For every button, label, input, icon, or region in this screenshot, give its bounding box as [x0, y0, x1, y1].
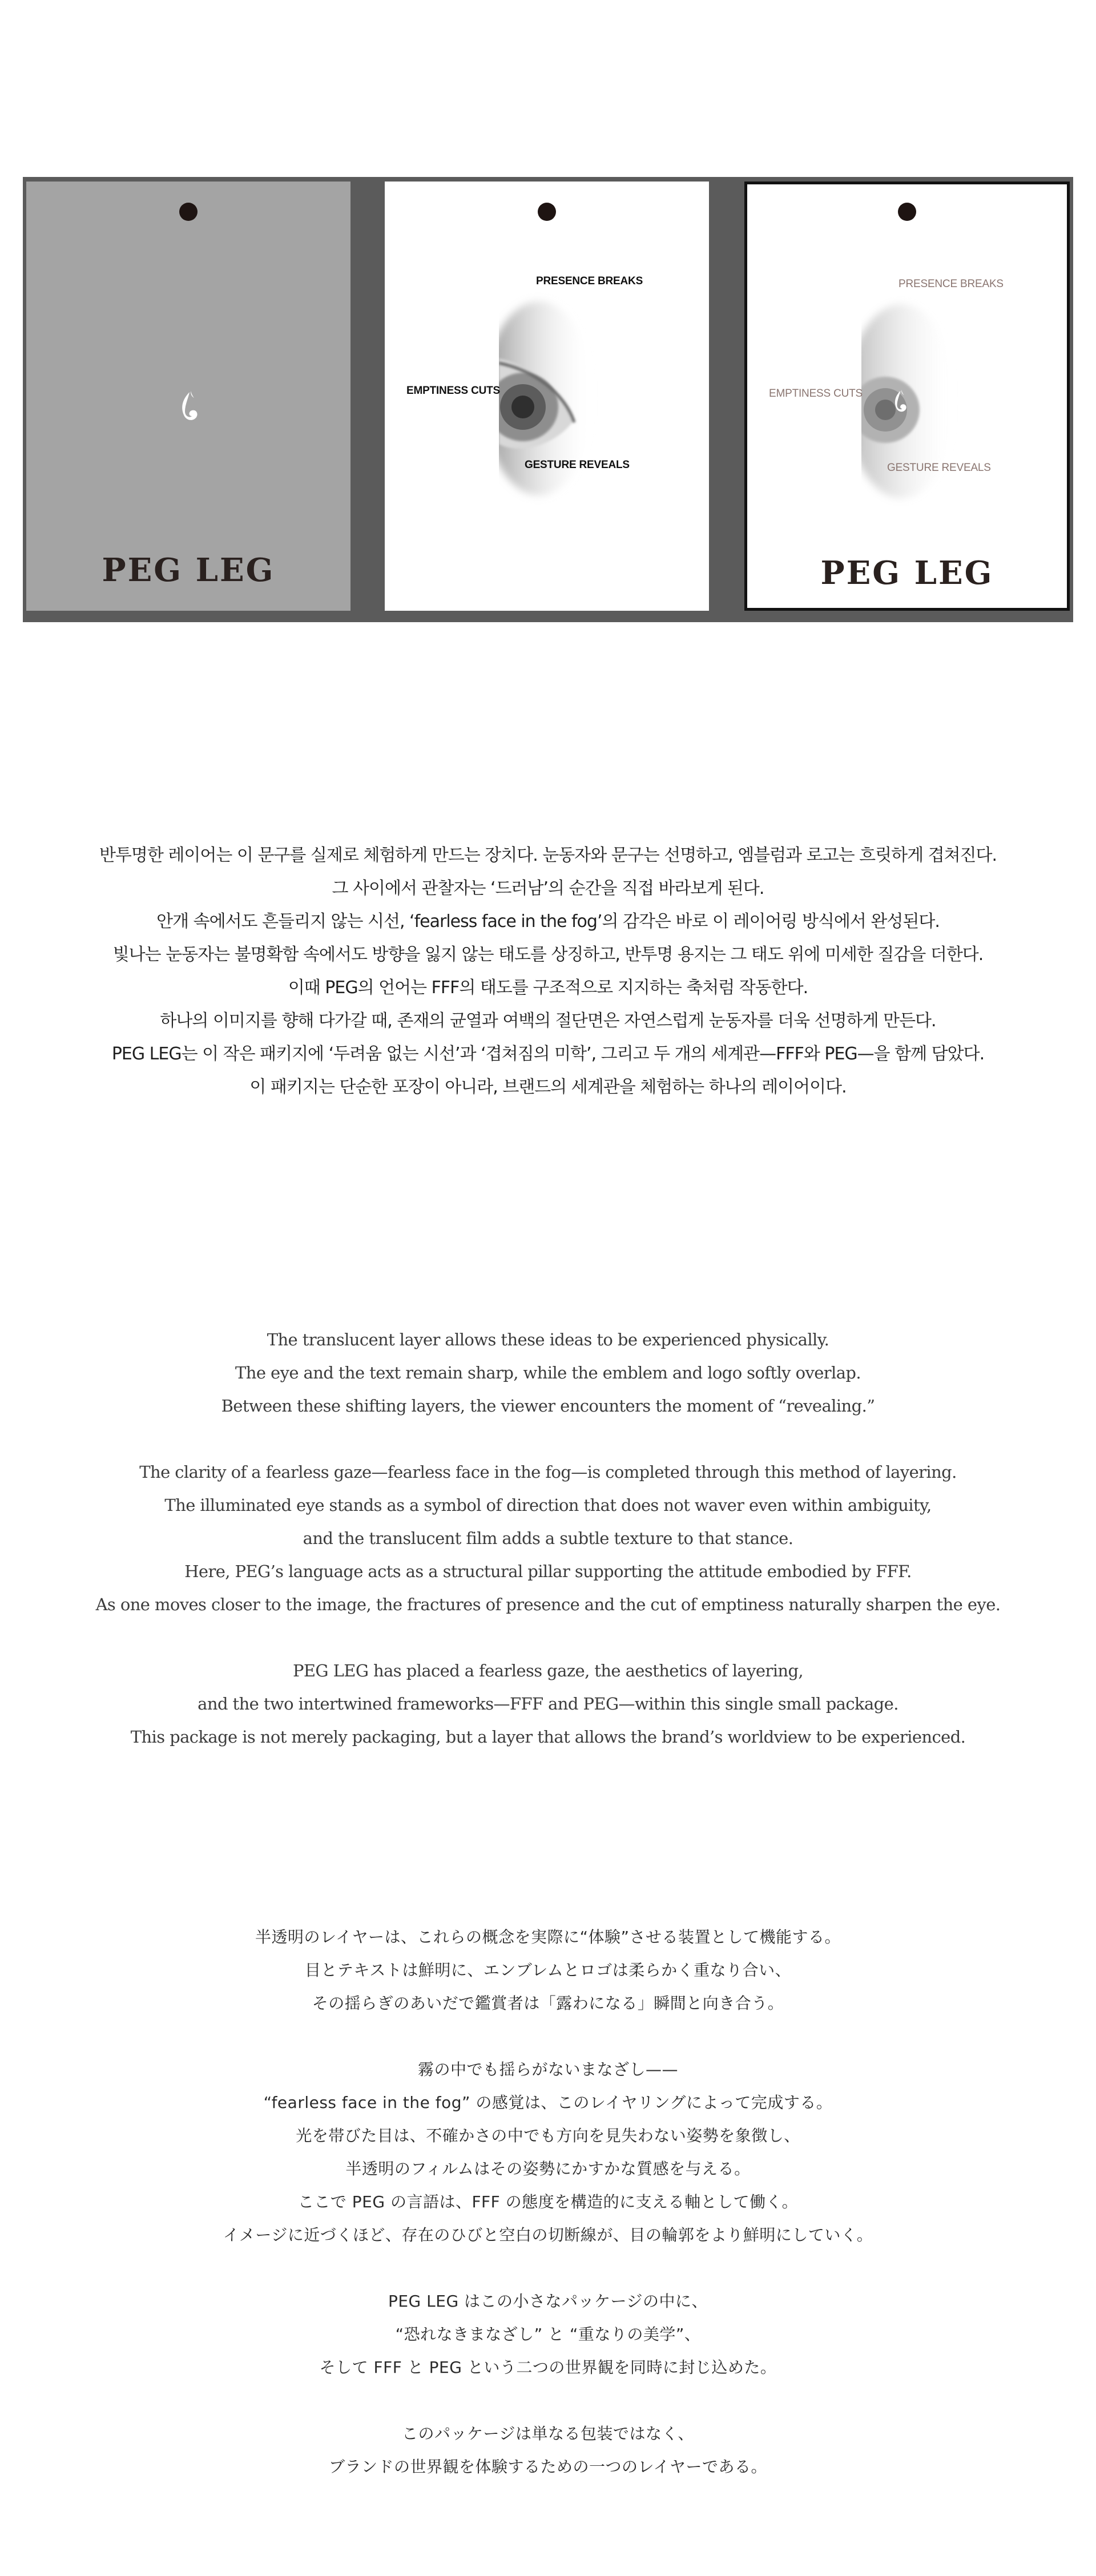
text-line: 半透明のフィルムはその姿勢にかすかな質感を与える。	[345, 2159, 751, 2178]
text-line: 하나의 이미지를 향해 다가갈 때, 존재의 균열과 여백의 절단면은 자연스럽게 눈동자를 더욱 선명하게 만든다.	[160, 1011, 936, 1031]
text-line: PEG LEG has placed a fearless gaze, the aesthetics of layering,	[292, 1661, 804, 1680]
text-line: 안개 속에서도 흔들리지 않는 시선, ‘fearless face in the fog’의 감각은 바로 이 레이어링 방식에서 완성된다.	[156, 912, 940, 932]
tag-front-gray	[26, 182, 350, 611]
tag-showcase-panel	[23, 177, 1073, 622]
phrase-emptiness-cuts: EMPTINESS CUTS	[769, 388, 863, 400]
text-line: The illuminated eye stands as a symbol of direction that does not waver even within ambiguity,	[164, 1495, 932, 1515]
tag-hole	[538, 203, 556, 221]
eye-graphic-icon	[861, 276, 976, 515]
text-line: “fearless face in the fog” の感覚は、このレイヤリングによって完成する。	[263, 2093, 833, 2112]
text-line: 이 패키지는 단순한 포장이 아니라, 브랜드의 세계관을 체험하는 하나의 레이어이다.	[249, 1077, 847, 1097]
english-description	[0, 1323, 1096, 1753]
text-line: The eye and the text remain sharp, while the emblem and logo softly overlap.	[235, 1363, 861, 1382]
text-line: and the two intertwined frameworks—FFF and PEG—within this single small package.	[198, 1694, 898, 1714]
text-line: Between these shifting layers, the viewer encounters the moment of “revealing.”	[221, 1396, 875, 1416]
tag-layered-composite	[744, 182, 1070, 611]
japanese-description	[0, 1921, 1096, 2484]
paragraph-gap	[0, 2252, 1096, 2285]
emblem-icon	[177, 390, 200, 424]
text-line: 이때 PEG의 언어는 FFF의 태도를 구조적으로 지지하는 축처럼 작동한다.	[288, 978, 808, 998]
phrase-gesture-reveals: GESTURE REVEALS	[887, 462, 991, 474]
text-line: “恐れなきまなざし” と “重なりの美学”、	[395, 2325, 701, 2344]
text-line: PEG LEG はこの小さなパッケージの中に、	[388, 2292, 708, 2311]
text-line: そして FFF と PEG という二つの世界観を同時に封じ込めた。	[319, 2358, 777, 2377]
phrase-emptiness-cuts: EMPTINESS CUTS	[406, 385, 500, 397]
text-line: and the translucent film adds a subtle texture to that stance.	[303, 1529, 793, 1548]
tag-hole	[179, 203, 198, 221]
text-line: 目とテキストは鮮明に、エンブレムとロゴは柔らかく重なり合い、	[304, 1961, 792, 1980]
paragraph-gap	[0, 2384, 1096, 2417]
text-line: PEG LEG는 이 작은 패키지에 ‘두려움 없는 시선’과 ‘겹쳐짐의 미학’, 그리고 두 개의 세계관—FFF와 PEG—을 함께 담았다.	[111, 1044, 985, 1064]
text-line: 霧の中でも揺らがないまなざし——	[417, 2060, 678, 2079]
text-line: 光を帯びた目は、不確かさの中でも方向を見失わない姿勢を象徴し、	[296, 2126, 800, 2145]
phrase-gesture-reveals: GESTURE REVEALS	[525, 459, 630, 471]
text-line: The clarity of a fearless gaze—fearless face in the fog—is completed through this method of layering.	[139, 1462, 957, 1482]
paragraph-gap	[0, 2020, 1096, 2053]
text-line: ブランドの世界観を体験するための一つのレイヤーである。	[328, 2457, 768, 2476]
text-line: This package is not merely packaging, but a layer that allows the brand’s worldview to be experienced.	[130, 1727, 966, 1747]
text-line: 반투명한 레이어는 이 문구를 실제로 체험하게 만드는 장치다. 눈동자와 문구는 선명하고, 엠블럼과 로고는 흐릿하게 겹쳐진다.	[99, 845, 997, 865]
text-line: 半透明のレイヤーは、これらの概念を実際に“体験”させる装置として機能する。	[255, 1928, 841, 1946]
paragraph-gap	[0, 1621, 1096, 1654]
text-line: As one moves closer to the image, the fractures of presence and the cut of emptiness naturally sharpen the eye.	[95, 1595, 1001, 1614]
text-line: ここで PEG の言語は、FFF の態度を構造的に支える軸として働く。	[297, 2192, 799, 2211]
text-line: Here, PEG’s language acts as a structural pillar supporting the attitude embodied by FFF.	[184, 1562, 912, 1581]
phrase-presence-breaks: PRESENCE BREAKS	[898, 278, 1004, 290]
tag-middle-eye	[385, 182, 709, 611]
text-line: イメージに近づくほど、存在のひびと空白の切断線が、目の輪郭をより鮮明にしていく。	[223, 2226, 873, 2244]
phrase-presence-breaks: PRESENCE BREAKS	[536, 275, 643, 287]
paragraph-gap	[0, 1422, 1096, 1456]
text-line: このパッケージは単なる包装ではなく、	[402, 2424, 694, 2443]
text-line: 그 사이에서 관찰자는 ‘드러남’의 순간을 직접 바라보게 된다.	[332, 878, 764, 898]
brand-logo: PEG LEG	[820, 554, 994, 592]
emblem-icon	[891, 389, 908, 415]
korean-description	[0, 839, 1096, 1104]
brand-logo: PEG LEG	[102, 551, 275, 589]
text-line: The translucent layer allows these ideas to be experienced physically.	[267, 1330, 829, 1349]
eye-graphic-icon	[499, 273, 613, 513]
tag-hole	[898, 203, 916, 221]
text-line: その揺らぎのあいだで鑑賞者は「露わになる」瞬間と向き合う。	[312, 1994, 784, 2013]
text-line: 빛나는 눈동자는 불명확함 속에서도 방향을 잃지 않는 태도를 상징하고, 반투명 용지는 그 태도 위에 미세한 질감을 더한다.	[112, 945, 984, 965]
